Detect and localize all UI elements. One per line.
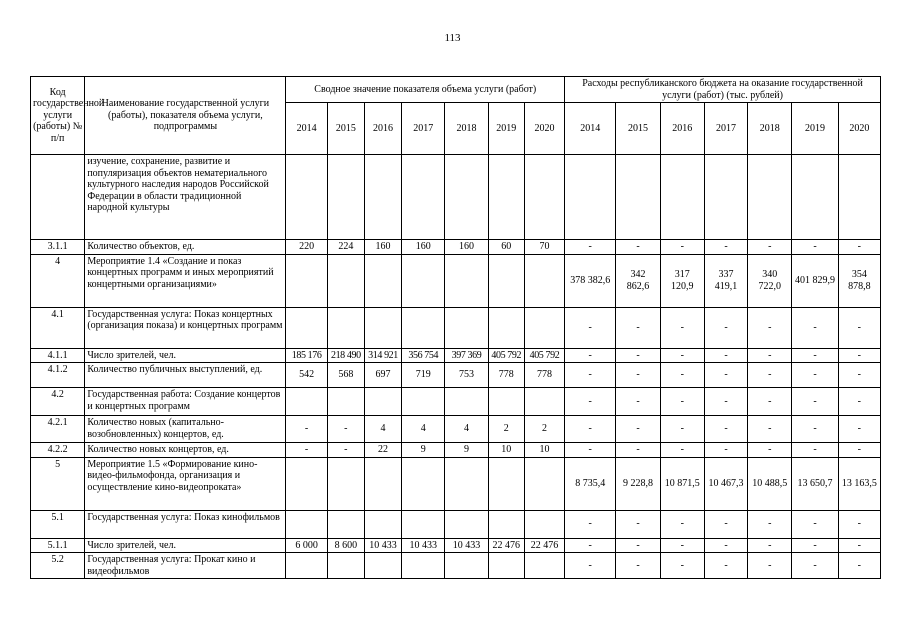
expense-cell: - (565, 553, 616, 579)
table-row (31, 363, 881, 388)
header-name: Наименование государственной услуги (работы), показателя объема услуги, подпрограммы (85, 77, 286, 155)
row-code: 3.1.1 (31, 240, 85, 255)
volume-cell (445, 553, 488, 579)
expense-cell (565, 155, 616, 240)
volume-cell: 220 (286, 240, 327, 255)
expense-cell: - (616, 388, 660, 416)
volume-cell (402, 457, 445, 510)
volume-cell: 218 490 (327, 348, 364, 363)
volume-cell: 10 433 (364, 538, 401, 553)
volume-cell (327, 254, 364, 307)
expense-cell: - (704, 388, 747, 416)
volume-cell (286, 307, 327, 348)
row-name: Количество публичных выступлений, ед. (85, 363, 286, 388)
expense-cell: 401 829,9 (792, 254, 838, 307)
expense-cell: - (792, 348, 838, 363)
volume-cell (286, 457, 327, 510)
expense-cell: - (838, 553, 880, 579)
row-code: 5.1 (31, 510, 85, 538)
row-code (31, 155, 85, 240)
volume-cell (402, 254, 445, 307)
volume-cell: 185 176 (286, 348, 327, 363)
row-name: изучение, сохранение, развитие и популяризация объектов нематериального культурного наследия народов Российской Федерации в области традиционной народной культуры (85, 155, 286, 240)
volume-cell (327, 457, 364, 510)
expense-cell: - (748, 443, 792, 458)
volume-cell (524, 307, 564, 348)
expense-cell: - (704, 307, 747, 348)
expense-cell: - (565, 416, 616, 443)
table-header (31, 77, 881, 155)
row-name: Государственная услуга: Прокат кино и видеофильмов (85, 553, 286, 579)
table-row (31, 553, 881, 579)
expense-cell: 317 120,9 (660, 254, 704, 307)
volume-cell: 22 476 (524, 538, 564, 553)
volume-cell: 2 (488, 416, 524, 443)
volume-cell: 10 (488, 443, 524, 458)
table-row (31, 538, 881, 553)
row-name: Количество новых (капитально-возобновленных) концертов, ед. (85, 416, 286, 443)
volume-cell (445, 155, 488, 240)
volume-cell (402, 553, 445, 579)
table-row (31, 457, 881, 510)
volume-year-header: 2015 (327, 103, 364, 155)
volume-cell (402, 510, 445, 538)
volume-cell (524, 155, 564, 240)
expense-cell: - (838, 538, 880, 553)
expense-cell: - (838, 307, 880, 348)
expense-cell: - (704, 553, 747, 579)
volume-cell (445, 307, 488, 348)
expense-cell: - (660, 388, 704, 416)
volume-cell: 542 (286, 363, 327, 388)
header-volume-group: Сводное значение показателя объема услуги (работ) (286, 77, 565, 103)
volume-cell (364, 553, 401, 579)
expense-cell (748, 155, 792, 240)
volume-cell: 4 (364, 416, 401, 443)
volume-cell: 160 (402, 240, 445, 255)
table-body (31, 155, 881, 579)
row-code: 5.2 (31, 553, 85, 579)
expense-cell: - (660, 553, 704, 579)
expense-cell: - (792, 240, 838, 255)
page-number: 113 (444, 32, 461, 44)
volume-cell: 70 (524, 240, 564, 255)
expense-cell: 378 382,6 (565, 254, 616, 307)
expense-cell: - (660, 240, 704, 255)
expense-cell: - (565, 348, 616, 363)
expense-cell: - (792, 416, 838, 443)
table-row (31, 254, 881, 307)
expense-cell (838, 155, 880, 240)
expense-cell: - (792, 538, 838, 553)
expense-cell: - (748, 363, 792, 388)
expense-cell: 10 488,5 (748, 457, 792, 510)
expense-cell: - (660, 538, 704, 553)
volume-cell: 8 600 (327, 538, 364, 553)
volume-cell (327, 388, 364, 416)
expense-cell: 340 722,0 (748, 254, 792, 307)
volume-cell (327, 307, 364, 348)
expense-cell: - (838, 443, 880, 458)
volume-cell: 778 (524, 363, 564, 388)
volume-cell (286, 388, 327, 416)
volume-cell (524, 510, 564, 538)
expense-cell: 10 467,3 (704, 457, 747, 510)
expense-cell: - (838, 510, 880, 538)
expense-cell: - (616, 348, 660, 363)
row-name: Количество новых концертов, ед. (85, 443, 286, 458)
expense-cell: 10 871,5 (660, 457, 704, 510)
row-name: Количество объектов, ед. (85, 240, 286, 255)
expense-cell: - (704, 510, 747, 538)
volume-cell (524, 457, 564, 510)
expense-cell: 337 419,1 (704, 254, 747, 307)
volume-cell: 22 476 (488, 538, 524, 553)
table-row (31, 240, 881, 255)
volume-cell (524, 388, 564, 416)
volume-cell: - (286, 443, 327, 458)
volume-cell: 9 (445, 443, 488, 458)
expense-cell: - (565, 510, 616, 538)
expense-cell: - (792, 307, 838, 348)
expense-cell: - (565, 240, 616, 255)
volume-cell: 314 921 (364, 348, 401, 363)
expense-cell: - (748, 553, 792, 579)
expense-cell: - (704, 348, 747, 363)
volume-year-header: 2017 (402, 103, 445, 155)
volume-cell (488, 553, 524, 579)
expense-cell: - (704, 443, 747, 458)
expense-cell (792, 155, 838, 240)
volume-cell: - (327, 443, 364, 458)
expense-cell: - (565, 307, 616, 348)
volume-cell (364, 254, 401, 307)
expense-cell: - (616, 363, 660, 388)
expense-cell: - (704, 416, 747, 443)
row-name: Государственная услуга: Показ концертных (организация показа) и концертных программ (85, 307, 286, 348)
expense-cell: 13 163,5 (838, 457, 880, 510)
volume-cell (488, 254, 524, 307)
volume-cell: 22 (364, 443, 401, 458)
expense-cell: 13 650,7 (792, 457, 838, 510)
volume-cell: 4 (445, 416, 488, 443)
expense-cell: - (792, 363, 838, 388)
volume-cell: 6 000 (286, 538, 327, 553)
row-code: 5 (31, 457, 85, 510)
table-row (31, 443, 881, 458)
row-name: Государственная услуга: Показ кинофильмов (85, 510, 286, 538)
expense-cell: - (792, 388, 838, 416)
expense-cell: 342 862,6 (616, 254, 660, 307)
volume-cell: 60 (488, 240, 524, 255)
volume-cell (327, 510, 364, 538)
expense-cell: - (616, 307, 660, 348)
expense-cell: - (565, 363, 616, 388)
volume-cell (488, 307, 524, 348)
volume-cell (488, 155, 524, 240)
expense-cell: - (616, 538, 660, 553)
expense-year-header: 2020 (838, 103, 880, 155)
expense-cell (616, 155, 660, 240)
volume-year-header: 2018 (445, 103, 488, 155)
volume-cell: 224 (327, 240, 364, 255)
volume-cell (445, 388, 488, 416)
budget-table (30, 76, 881, 579)
expense-cell: - (660, 510, 704, 538)
row-code: 4 (31, 254, 85, 307)
volume-cell (524, 254, 564, 307)
expense-cell: - (565, 443, 616, 458)
volume-cell: 397 369 (445, 348, 488, 363)
table-row (31, 155, 881, 240)
expense-cell: - (616, 510, 660, 538)
expense-cell: - (838, 416, 880, 443)
expense-cell: - (748, 240, 792, 255)
expense-cell: - (792, 510, 838, 538)
volume-cell (286, 254, 327, 307)
expense-cell: - (660, 363, 704, 388)
volume-cell (488, 388, 524, 416)
row-name: Число зрителей, чел. (85, 348, 286, 363)
row-code: 4.2 (31, 388, 85, 416)
volume-cell (364, 155, 401, 240)
row-name: Мероприятие 1.4 «Создание и показ концертных программ и иных мероприятий концертными организациями» (85, 254, 286, 307)
expense-cell: - (616, 240, 660, 255)
row-code: 5.1.1 (31, 538, 85, 553)
volume-cell (286, 155, 327, 240)
expense-cell: - (838, 388, 880, 416)
expense-cell: - (565, 538, 616, 553)
expense-cell: 354 878,8 (838, 254, 880, 307)
expense-cell: - (660, 307, 704, 348)
volume-cell: - (327, 416, 364, 443)
volume-cell: 356 754 (402, 348, 445, 363)
expense-cell: - (792, 553, 838, 579)
volume-cell: - (286, 416, 327, 443)
volume-cell (327, 553, 364, 579)
table-row (31, 510, 881, 538)
row-code: 4.1.1 (31, 348, 85, 363)
expense-cell: - (838, 348, 880, 363)
volume-cell (445, 254, 488, 307)
volume-cell (445, 510, 488, 538)
row-code: 4.1 (31, 307, 85, 348)
volume-cell: 719 (402, 363, 445, 388)
volume-cell: 2 (524, 416, 564, 443)
expense-cell: - (792, 443, 838, 458)
expense-year-header: 2015 (616, 103, 660, 155)
volume-cell (445, 457, 488, 510)
volume-cell: 753 (445, 363, 488, 388)
table-row (31, 348, 881, 363)
expense-cell: - (748, 416, 792, 443)
expense-cell: - (838, 363, 880, 388)
volume-year-header: 2019 (488, 103, 524, 155)
table-row (31, 388, 881, 416)
volume-cell (364, 510, 401, 538)
expense-cell: - (748, 348, 792, 363)
table-row (31, 416, 881, 443)
expense-cell: - (748, 510, 792, 538)
volume-cell: 10 (524, 443, 564, 458)
expense-cell: - (565, 388, 616, 416)
expense-cell: - (748, 307, 792, 348)
volume-cell: 160 (445, 240, 488, 255)
volume-cell: 778 (488, 363, 524, 388)
expense-cell: - (660, 443, 704, 458)
volume-year-header: 2020 (524, 103, 564, 155)
expense-cell (660, 155, 704, 240)
expense-year-header: 2019 (792, 103, 838, 155)
volume-cell: 9 (402, 443, 445, 458)
row-code: 4.2.1 (31, 416, 85, 443)
volume-year-header: 2014 (286, 103, 327, 155)
expense-cell: 8 735,4 (565, 457, 616, 510)
header-expense-group: Расходы республиканского бюджета на оказание государственной услуги (работ) (тыс. рублей) (565, 77, 881, 103)
row-name: Государственная работа: Создание концертов и концертных программ (85, 388, 286, 416)
expense-cell: - (838, 240, 880, 255)
row-name: Число зрителей, чел. (85, 538, 286, 553)
volume-cell: 697 (364, 363, 401, 388)
expense-cell: - (748, 538, 792, 553)
volume-cell: 405 792 (524, 348, 564, 363)
expense-cell: - (660, 348, 704, 363)
expense-cell: - (748, 388, 792, 416)
volume-cell (402, 155, 445, 240)
volume-cell (524, 553, 564, 579)
expense-cell: 9 228,8 (616, 457, 660, 510)
volume-cell (364, 388, 401, 416)
expense-year-header: 2018 (748, 103, 792, 155)
volume-cell (286, 553, 327, 579)
expense-cell: - (660, 416, 704, 443)
volume-cell (327, 155, 364, 240)
volume-cell (402, 388, 445, 416)
volume-cell (364, 307, 401, 348)
volume-cell (364, 457, 401, 510)
expense-cell (704, 155, 747, 240)
volume-cell (286, 510, 327, 538)
row-name: Мероприятие 1.5 «Формирование кино-видео-фильмофонда, организация и осуществление кино-видеопроката» (85, 457, 286, 510)
volume-cell (488, 457, 524, 510)
row-code: 4.2.2 (31, 443, 85, 458)
volume-cell (488, 510, 524, 538)
volume-year-header: 2016 (364, 103, 401, 155)
expense-year-header: 2017 (704, 103, 747, 155)
expense-cell: - (704, 363, 747, 388)
volume-cell: 568 (327, 363, 364, 388)
table-row (31, 307, 881, 348)
volume-cell: 10 433 (402, 538, 445, 553)
expense-cell: - (616, 443, 660, 458)
volume-cell: 405 792 (488, 348, 524, 363)
expense-cell: - (704, 538, 747, 553)
expense-cell: - (704, 240, 747, 255)
volume-cell: 10 433 (445, 538, 488, 553)
volume-cell: 160 (364, 240, 401, 255)
volume-cell: 4 (402, 416, 445, 443)
row-code: 4.1.2 (31, 363, 85, 388)
expense-cell: - (616, 416, 660, 443)
expense-cell: - (616, 553, 660, 579)
expense-year-header: 2016 (660, 103, 704, 155)
volume-cell (402, 307, 445, 348)
expense-year-header: 2014 (565, 103, 616, 155)
header-code: Код государственной услуги (работы) № п/п (31, 77, 85, 155)
